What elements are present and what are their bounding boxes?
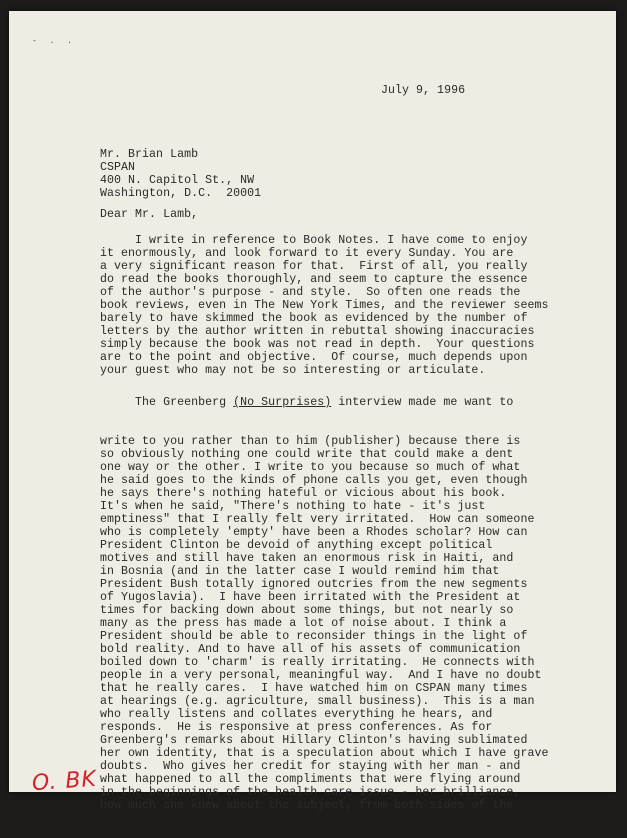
address-line: CSPAN: [100, 161, 136, 174]
address-line: 400 N. Capitol St., NW: [100, 174, 255, 187]
salutation: Dear Mr. Lamb,: [100, 208, 199, 221]
text-line: of the author's purpose - and style. So often one reads the: [100, 286, 521, 299]
recipient-address: [100, 148, 261, 200]
text-line: emptiness" that I really felt very irritated. How can someone: [100, 513, 535, 526]
text-line: he said goes to the kinds of phone calls you get, even though: [100, 474, 528, 487]
paragraph-2-body: [100, 435, 548, 812]
handwritten-note: O. BK: [31, 766, 98, 797]
text-line: President Bush totally ignored outcries from the new segments: [100, 578, 528, 591]
text-line: it enormously, and look forward to it every Sunday. You are: [100, 247, 514, 260]
text-line: in the beginnings of the health care issue - her brilliance,: [100, 786, 521, 799]
paragraph-2-first-line: [100, 396, 548, 409]
text-line: in Bosnia (and in the latter case I would remind him that: [100, 565, 500, 578]
paragraph-2: [100, 370, 548, 838]
text-line: Greenberg's remarks about Hillary Clinton's having sublimated: [100, 734, 528, 747]
text-line: a very significant reason for that. First of all, you really: [100, 260, 528, 273]
text-line: are to the point and objective. Of course, much depends upon: [100, 351, 528, 364]
text-line: that he really cares. I have watched him on CSPAN many times: [100, 682, 528, 695]
text-line: what happened to all the compliments that were flying around: [100, 773, 521, 786]
text-line: of Yugoslavia). I have been irritated with the President at: [100, 591, 521, 604]
text-line: do read the books thoroughly, and seem to capture the essence: [100, 273, 528, 286]
paragraph-2-prefix: The Greenberg: [100, 396, 234, 409]
text-line: I write in reference to Book Notes. I have come to enjoy: [100, 234, 528, 247]
text-line: barely to have skimmed the book as evidenced by the number of: [100, 312, 528, 325]
address-line: Washington, D.C. 20001: [100, 187, 262, 200]
text-line: motives and still have taken an enormous risk in Haiti, and: [100, 552, 514, 565]
text-line: one way or the other. I write to you because so much of what: [100, 461, 521, 474]
letter-date: July 9, 1996: [381, 84, 466, 97]
text-line: her own identity, that is a speculation about which I have grave: [100, 747, 549, 760]
text-line: at hearings (e.g. agriculture, small business). This is a man: [100, 695, 535, 708]
text-line: people in a very personal, meaningful way. And I have no doubt: [100, 669, 542, 682]
text-line: times for backing down about some things, but not nearly so: [100, 604, 514, 617]
text-line: how much she knew about the subject, from both sides of the: [100, 799, 514, 812]
text-line: responds. He is responsive at press conferences. As for: [100, 721, 493, 734]
text-line: President should be able to reconsider things in the light of: [100, 630, 528, 643]
book-title: (No Surprises): [233, 396, 332, 409]
text-line: your guest who may not be so interesting or articulate.: [100, 364, 486, 377]
text-line: so obviously nothing one could write that could make a dent: [100, 448, 514, 461]
text-line: It's when he said, "There's nothing to hate - it's just: [100, 500, 486, 513]
paragraph-2-suffix: interview made me want to: [331, 396, 514, 409]
header-marks: - . .: [32, 37, 77, 46]
text-line: who really listens and collates everything he hears, and: [100, 708, 493, 721]
text-line: bold reality. And to have all of his assets of communication: [100, 643, 521, 656]
paragraph-1: [100, 234, 548, 377]
text-line: write to you rather than to him (publisher) because there is: [100, 435, 521, 448]
letter-page: [9, 11, 616, 812]
text-line: simply because the book was not read in depth. Your questions: [100, 338, 535, 351]
address-line: Mr. Brian Lamb: [100, 148, 199, 161]
text-line: he says there's nothing hateful or vicious about his book.: [100, 487, 507, 500]
text-line: who is completely 'empty' have been a Rhodes scholar? How can: [100, 526, 528, 539]
text-line: doubts. Who gives her credit for staying with her man - and: [100, 760, 521, 773]
text-line: letters by the author written in rebuttal showing inaccuracies: [100, 325, 535, 338]
text-line: book reviews, even in The New York Times, and the reviewer seems: [100, 299, 549, 312]
text-line: many as the press has made a lot of noise about. I think a: [100, 617, 507, 630]
text-line: President Clinton be devoid of anything except political: [100, 539, 493, 552]
text-line: boiled down to 'charm' is really irritating. He connects with: [100, 656, 535, 669]
